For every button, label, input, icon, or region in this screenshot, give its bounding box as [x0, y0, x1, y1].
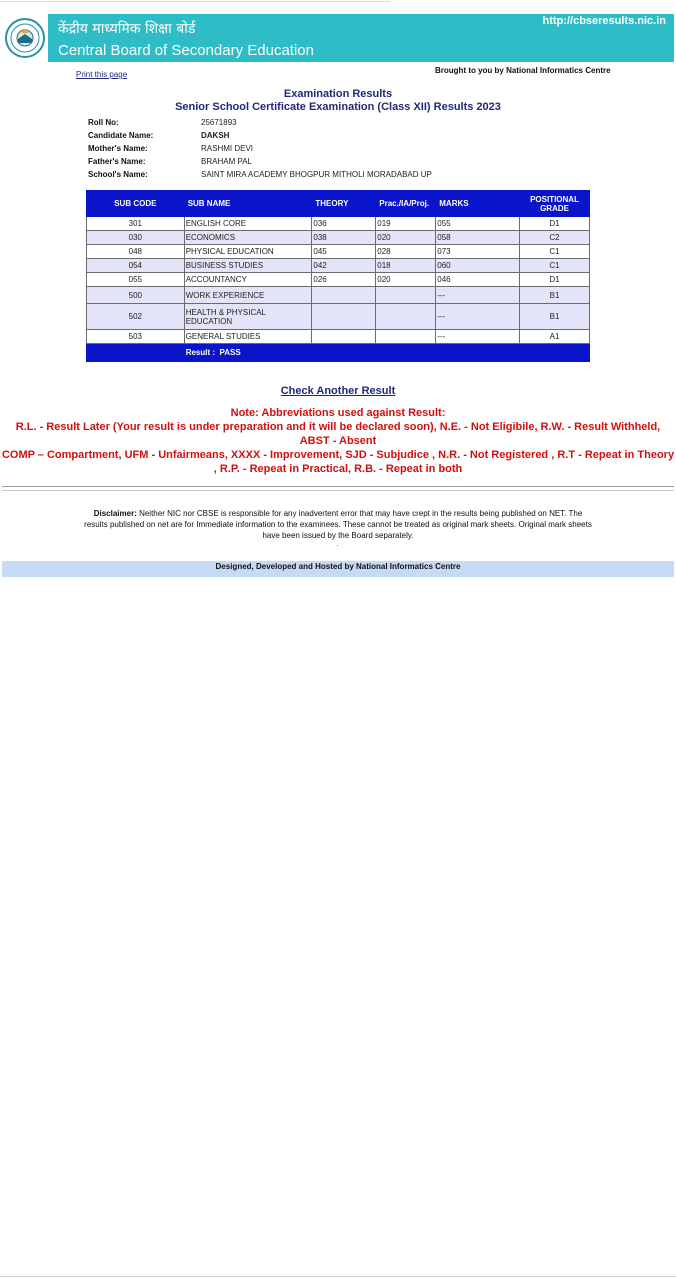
page-bottom-rule	[0, 1276, 676, 1277]
result-value: PASS	[219, 348, 241, 357]
theory-cell: 038	[312, 231, 376, 245]
table-row	[87, 245, 590, 259]
note-title: Note: Abbreviations used against Result:	[230, 407, 446, 419]
mother-name-row	[88, 142, 432, 155]
grade-cell: C2	[520, 231, 590, 245]
roll-no-label: Roll No:	[88, 118, 119, 127]
theory-cell	[312, 330, 376, 344]
sub-name-cell: HEALTH & PHYSICAL EDUCATION	[184, 304, 312, 330]
top-strip	[0, 0, 676, 14]
mother-name-value: RASHMI DEVI	[201, 144, 254, 153]
table-header-row	[87, 191, 590, 217]
practical-cell	[376, 330, 436, 344]
school-name-label: School's Name:	[88, 170, 148, 179]
header-sub-code: SUB CODE	[87, 191, 185, 217]
father-name-label: Father's Name:	[88, 157, 146, 166]
grade-cell: D1	[520, 217, 590, 231]
divider-top	[2, 486, 674, 487]
grade-cell: C1	[520, 245, 590, 259]
separator-dot	[337, 545, 338, 546]
exam-name-title: Senior School Certificate Examination (Class XII) Results 2023	[175, 101, 501, 113]
grade-cell: D1	[520, 273, 590, 287]
disclaimer-text: Neither NIC nor CBSE is responsible for any inadvertent error that may have crept in the results being published on NET. The results published on net are for Immediate information to the examinees. These cannot be treated as original mark sheets. Original mark sheets have been issued by the Board separately.	[84, 509, 592, 540]
note-line-2: COMP – Compartment, UFM - Unfairmeans, XXXX - Improvement, SJD - Subjudice , N.R. - Not Registered , R.T - Repeat in Theory , R.P. - Repeat in Practical, R.B. - Repeat in both	[1, 449, 675, 475]
header-marks: MARKS	[436, 191, 520, 217]
theory-cell	[312, 304, 376, 330]
practical-cell	[376, 287, 436, 304]
sub-code-cell: 502	[87, 304, 185, 330]
marks-cell: 073	[436, 245, 520, 259]
marks-table	[86, 190, 590, 362]
mother-name-label: Mother's Name:	[88, 144, 148, 153]
board-name-hindi: केंद्रीय माध्यमिक शिक्षा बोर्ड	[58, 21, 196, 37]
roll-no-row	[88, 116, 432, 129]
marks-cell: ---	[436, 304, 520, 330]
sub-code-cell: 030	[87, 231, 185, 245]
board-name-english: Central Board of Secondary Education	[58, 42, 314, 59]
marks-cell: 046	[436, 273, 520, 287]
grade-cell: C1	[520, 259, 590, 273]
practical-cell: 020	[376, 273, 436, 287]
check-another-result-link[interactable]: Check Another Result	[280, 385, 396, 397]
site-footer: Designed, Developed and Hosted by National Informatics Centre	[2, 561, 674, 577]
table-row	[87, 217, 590, 231]
sub-code-cell: 301	[87, 217, 185, 231]
candidate-details	[88, 116, 432, 181]
top-divider	[0, 1, 390, 2]
father-name-value: BRAHAM PAL	[201, 157, 252, 166]
header-theory: THEORY	[312, 191, 376, 217]
grade-cell: B1	[520, 304, 590, 330]
sub-code-cell: 054	[87, 259, 185, 273]
note-line-1: R.L. - Result Later (Your result is under preparation and it will be declared soon), N.E. - Not Eligibile, R.W. - Result Withheld, ABST - Absent	[15, 421, 661, 447]
abbreviations-note	[0, 406, 676, 476]
roll-no-value: 25671893	[201, 118, 237, 127]
sub-name-cell: ECONOMICS	[184, 231, 312, 245]
header-sub-name: SUB NAME	[184, 191, 312, 217]
theory-cell: 036	[312, 217, 376, 231]
grade-cell: B1	[520, 287, 590, 304]
disclaimer-label: Disclaimer:	[93, 509, 137, 518]
table-row	[87, 273, 590, 287]
marks-cell: 060	[436, 259, 520, 273]
sub-name-cell: ACCOUNTANCY	[184, 273, 312, 287]
marks-cell: ---	[436, 330, 520, 344]
sub-name-cell: BUSINESS STUDIES	[184, 259, 312, 273]
practical-cell: 018	[376, 259, 436, 273]
table-row	[87, 259, 590, 273]
candidate-name-value: DAKSH	[201, 131, 230, 140]
cbse-logo	[2, 14, 48, 62]
disclaimer	[82, 508, 594, 541]
school-name-row	[88, 168, 432, 181]
theory-cell: 026	[312, 273, 376, 287]
theory-cell: 045	[312, 245, 376, 259]
marks-cell: 055	[436, 217, 520, 231]
candidate-name-label: Candidate Name:	[88, 131, 154, 140]
sub-name-cell: PHYSICAL EDUCATION	[184, 245, 312, 259]
brought-by-text: Brought to you by National Informatics Centre	[435, 66, 611, 75]
result-row	[87, 344, 590, 362]
exam-results-title: Examination Results	[283, 88, 393, 100]
sub-name-cell: WORK EXPERIENCE	[184, 287, 312, 304]
practical-cell	[376, 304, 436, 330]
theory-cell	[312, 287, 376, 304]
table-row	[87, 231, 590, 245]
table-row	[87, 330, 590, 344]
result-cell	[184, 344, 589, 362]
print-page-link[interactable]: Print this page	[76, 70, 128, 79]
cbse-emblem-icon	[4, 17, 46, 59]
grade-cell: A1	[520, 330, 590, 344]
sub-code-cell: 503	[87, 330, 185, 344]
candidate-name-row	[88, 129, 432, 142]
header-positional-grade: POSITIONAL GRADE	[520, 191, 590, 217]
result-spacer-cell	[87, 344, 185, 362]
practical-cell: 019	[376, 217, 436, 231]
practical-cell: 028	[376, 245, 436, 259]
table-row	[87, 304, 590, 330]
school-name-value: SAINT MIRA ACADEMY BHOGPUR MITHOLI MORADABAD UP	[201, 170, 432, 179]
practical-cell: 020	[376, 231, 436, 245]
divider-bottom	[2, 490, 674, 491]
results-url[interactable]: http://cbseresults.nic.in	[542, 15, 666, 27]
header-practical: Prac./IA/Proj.	[376, 191, 436, 217]
sub-name-cell: GENERAL STUDIES	[184, 330, 312, 344]
sub-code-cell: 500	[87, 287, 185, 304]
sub-code-cell: 048	[87, 245, 185, 259]
table-row	[87, 287, 590, 304]
theory-cell: 042	[312, 259, 376, 273]
sub-code-cell: 055	[87, 273, 185, 287]
sub-name-cell: ENGLISH CORE	[184, 217, 312, 231]
father-name-row	[88, 155, 432, 168]
marks-cell: ---	[436, 287, 520, 304]
marks-cell: 058	[436, 231, 520, 245]
site-header	[2, 14, 674, 62]
result-label: Result :	[185, 348, 216, 357]
